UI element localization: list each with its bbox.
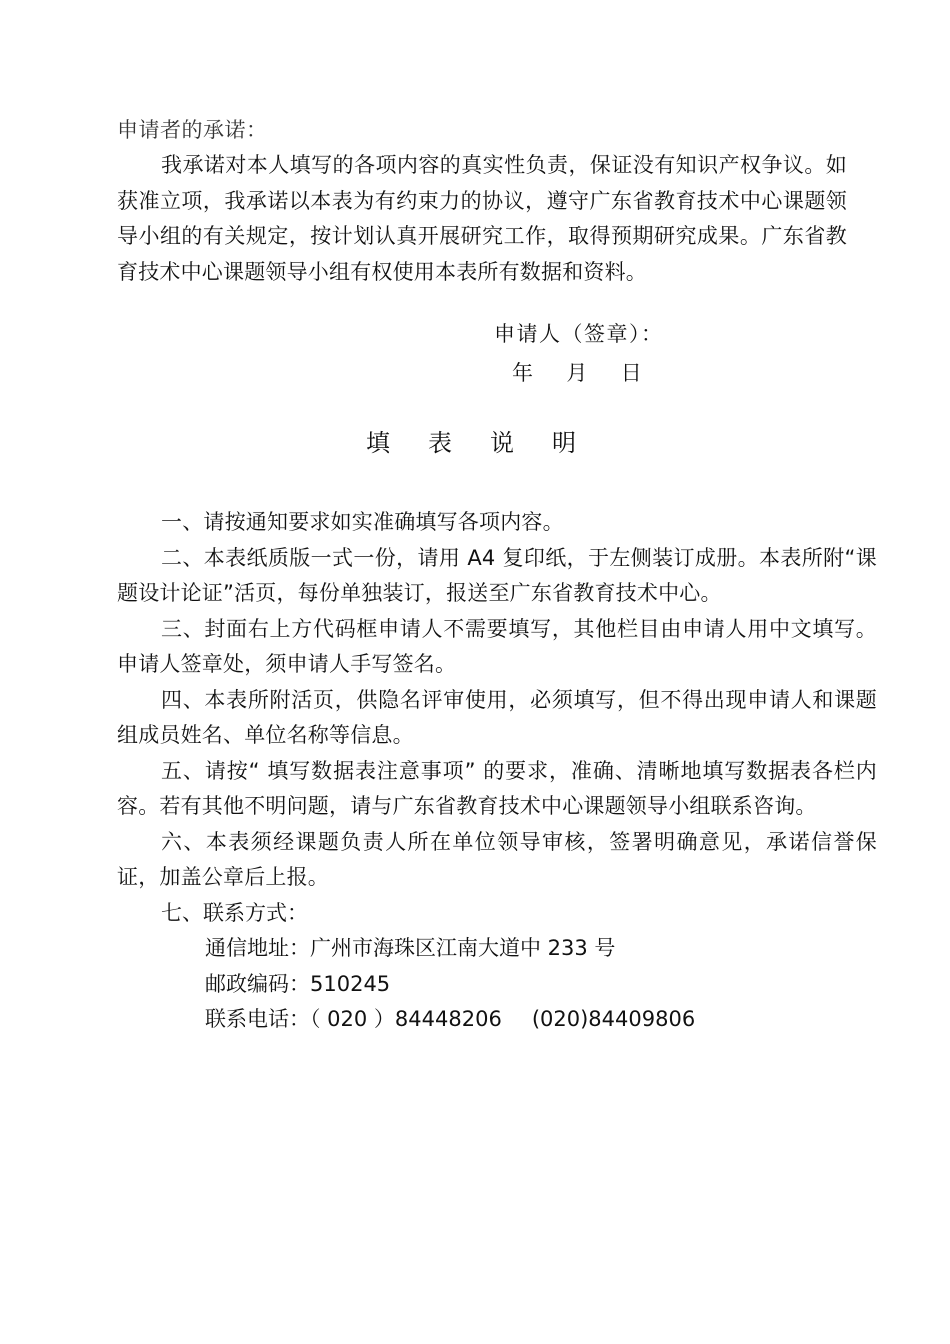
contact-phone: 联系电话：（ 020 ）84448206 (205, 1007, 502, 1031)
contact-postcode: 邮政编码：510245 (205, 971, 391, 996)
signature-date-line: 年 月 日 (512, 361, 642, 385)
pledge-heading: 申请者的承诺： (117, 118, 268, 142)
pledge-body: 我承诺对本人填写的各项内容的真实性负责，保证没有知识产权争议。如获准立项，我承诺以本表为有约束力的协议，遵守广东省教育技术中心课题领导小组的有关规定，按计划认真开展研究工作，取得预期研究成果。广东省教育技术中心课题领导小组有权使用本表所有数据和资料。 (117, 153, 847, 284)
contact-phone-line (205, 1002, 877, 1038)
instruction-item-6: 六、本表须经课题负责人所在单位领导审核，签署明确意见，承诺信誉保证，加盖公章后上报。 (117, 829, 877, 889)
instructions-title: 填表说明 (366, 429, 614, 457)
instructions-list (117, 505, 877, 1038)
contact-phone-alt: (020)84409806 (531, 1007, 696, 1031)
contact-heading: 七、联系方式： (161, 900, 308, 925)
instruction-item-4: 四、本表所附活页，供隐名评审使用，必须填写，但不得出现申请人和课题组成员姓名、单位名称等信息。 (117, 687, 877, 747)
applicant-signature-label: 申请人（签章）： (494, 322, 664, 346)
instruction-item-1: 一、请按通知要求如实准确填写各项内容。 (161, 510, 564, 534)
contact-address: 通信地址：广州市海珠区江南大道中 233 号 (205, 936, 616, 960)
instruction-item-2: 二、本表纸质版一式一份，请用 A4 复印纸，于左侧装订成册。本表所附“课题设计论证”活页，每份单独装订，报送至广东省教育技术中心。 (117, 545, 877, 605)
instruction-item-3: 三、封面右上方代码框申请人不需要填写，其他栏目由申请人用中文填写。申请人签章处，须申请人手写签名。 (117, 616, 877, 676)
instruction-item-5: 五、请按“ 填写数据表注意事项” 的要求，准确、清晰地填写数据表各栏内容。若有其他不明问题，请与广东省教育技术中心课题领导小组联系咨询。 (117, 758, 877, 818)
